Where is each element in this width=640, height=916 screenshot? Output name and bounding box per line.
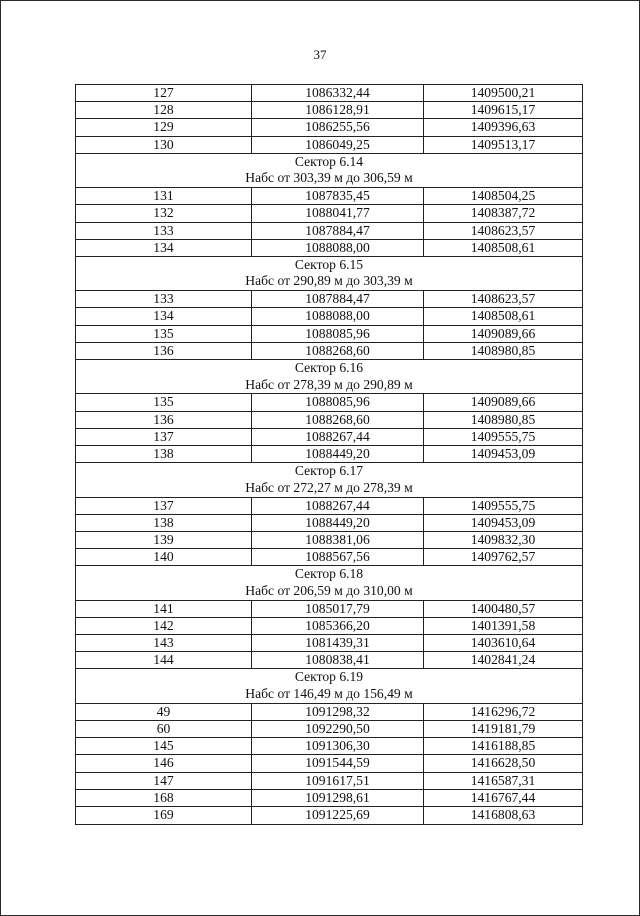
- point-number-cell: 138: [76, 446, 252, 462]
- x-coordinate-cell: 1088449,20: [252, 446, 424, 462]
- sector-header: [76, 360, 582, 394]
- x-coordinate-cell: 1085017,79: [252, 601, 424, 617]
- point-number-cell: 147: [76, 773, 252, 789]
- sector-title: Сектор 6.16: [294, 360, 364, 376]
- sector-header: [76, 463, 582, 497]
- sector-header: [76, 669, 582, 703]
- x-coordinate-cell: 1088267,44: [252, 429, 424, 445]
- point-number-cell: 132: [76, 205, 252, 221]
- sector-header: [76, 257, 582, 291]
- y-coordinate-cell: 1409555,75: [470, 497, 536, 513]
- point-number-cell: 169: [76, 807, 252, 824]
- x-coordinate-cell: 1091225,69: [252, 807, 424, 824]
- table-row: [76, 773, 582, 790]
- table-row: [76, 704, 582, 721]
- x-coordinate-cell: 1086255,56: [252, 119, 424, 135]
- table-row: [76, 205, 582, 222]
- point-number-cell: 136: [76, 412, 252, 428]
- y-coordinate-cell: 1408508,61: [470, 239, 536, 255]
- point-number-cell: 49: [76, 704, 252, 720]
- point-number-cell: 135: [76, 394, 252, 410]
- table-row: [76, 412, 582, 429]
- table-row: [76, 102, 582, 119]
- y-coordinate-cell: 1416296,72: [470, 703, 536, 719]
- sector-header: [76, 154, 582, 188]
- point-number-cell: 60: [76, 721, 252, 737]
- y-coordinate-cell: 1409453,09: [470, 445, 536, 461]
- y-coordinate-cell: 1409089,66: [470, 325, 536, 341]
- sector-elevation-range: Набс от 272,27 м до 278,39 м: [245, 479, 413, 495]
- table-row: [76, 291, 582, 308]
- y-coordinate-cell: 1416808,63: [470, 806, 536, 822]
- x-coordinate-cell: 1086049,25: [252, 137, 424, 153]
- point-number-cell: 144: [76, 652, 252, 668]
- y-coordinate-cell: 1403610,64: [470, 635, 536, 651]
- table-row: [76, 223, 582, 240]
- table-row: [76, 652, 582, 669]
- x-coordinate-cell: 1091617,51: [252, 773, 424, 789]
- table-row: [76, 446, 582, 463]
- y-coordinate-cell: 1408980,85: [470, 411, 536, 427]
- point-number-cell: 142: [76, 618, 252, 634]
- sector-elevation-range: Набс от 303,39 м до 306,59 м: [245, 170, 413, 186]
- x-coordinate-cell: 1088088,00: [252, 240, 424, 256]
- x-coordinate-cell: 1088381,06: [252, 532, 424, 548]
- table-row: [76, 721, 582, 738]
- point-number-cell: 143: [76, 635, 252, 651]
- table-row: [76, 85, 582, 102]
- sector-title: Сектор 6.15: [294, 256, 364, 272]
- sector-title: Сектор 6.18: [294, 566, 364, 582]
- x-coordinate-cell: 1088041,77: [252, 205, 424, 221]
- point-number-cell: 131: [76, 188, 252, 204]
- table-row: [76, 532, 582, 549]
- point-number-cell: 133: [76, 223, 252, 239]
- table-row: [76, 119, 582, 136]
- y-coordinate-cell: 1401391,58: [470, 617, 536, 633]
- x-coordinate-cell: 1081439,31: [252, 635, 424, 651]
- point-number-cell: 128: [76, 102, 252, 118]
- table-row: [76, 240, 582, 257]
- x-coordinate-cell: 1088449,20: [252, 515, 424, 531]
- sector-elevation-range: Набс от 278,39 м до 290,89 м: [245, 376, 413, 392]
- table-row: [76, 755, 582, 772]
- x-coordinate-cell: 1087884,47: [252, 223, 424, 239]
- table-row: [76, 790, 582, 807]
- y-coordinate-cell: 1409762,57: [470, 549, 536, 565]
- x-coordinate-cell: 1091544,59: [252, 755, 424, 771]
- table-row: [76, 515, 582, 532]
- y-coordinate-cell: 1402841,24: [470, 652, 536, 668]
- sector-header: [76, 566, 582, 600]
- y-coordinate-cell: 1409453,09: [470, 514, 536, 530]
- sector-elevation-range: Набс от 206,59 м до 310,00 м: [245, 582, 413, 598]
- x-coordinate-cell: 1091298,61: [252, 790, 424, 806]
- coordinates-table: [75, 84, 583, 825]
- point-number-cell: 136: [76, 343, 252, 359]
- point-number-cell: 127: [76, 85, 252, 101]
- point-number-cell: 134: [76, 240, 252, 256]
- table-row: [76, 326, 582, 343]
- x-coordinate-cell: 1091298,32: [252, 704, 424, 720]
- x-coordinate-cell: 1087884,47: [252, 291, 424, 307]
- point-number-cell: 145: [76, 738, 252, 754]
- point-number-cell: 137: [76, 498, 252, 514]
- y-coordinate-cell: 1409500,21: [470, 85, 536, 100]
- point-number-cell: 138: [76, 515, 252, 531]
- y-coordinate-cell: 1409832,30: [470, 531, 536, 547]
- y-coordinate-cell: 1408504,25: [470, 188, 536, 204]
- y-coordinate-cell: 1416188,85: [470, 738, 536, 754]
- page-number: 37: [313, 47, 327, 62]
- point-number-cell: 133: [76, 291, 252, 307]
- y-coordinate-cell: 1409396,63: [470, 119, 536, 135]
- x-coordinate-cell: 1086332,44: [252, 85, 424, 101]
- sector-title: Сектор 6.14: [294, 153, 364, 169]
- y-coordinate-cell: 1409089,66: [470, 394, 536, 410]
- table-row: [76, 549, 582, 566]
- y-coordinate-cell: 1408623,57: [470, 222, 536, 238]
- point-number-cell: 134: [76, 308, 252, 324]
- table-row: [76, 738, 582, 755]
- table-row: [76, 394, 582, 411]
- y-coordinate-cell: 1416767,44: [470, 789, 536, 805]
- x-coordinate-cell: 1087835,45: [252, 188, 424, 204]
- sector-title: Сектор 6.17: [294, 463, 364, 479]
- y-coordinate-cell: 1408623,57: [470, 291, 536, 307]
- point-number-cell: 141: [76, 601, 252, 617]
- x-coordinate-cell: 1092290,50: [252, 721, 424, 737]
- y-coordinate-cell: 1408508,61: [470, 308, 536, 324]
- y-coordinate-cell: 1400480,57: [470, 600, 536, 616]
- table-row: [76, 137, 582, 154]
- y-coordinate-cell: 1409555,75: [470, 428, 536, 444]
- point-number-cell: 137: [76, 429, 252, 445]
- table-row: [76, 498, 582, 515]
- y-coordinate-cell: 1416628,50: [470, 755, 536, 771]
- y-coordinate-cell: 1408387,72: [470, 205, 536, 221]
- x-coordinate-cell: 1088268,60: [252, 412, 424, 428]
- sector-elevation-range: Набс от 290,89 м до 303,39 м: [245, 273, 413, 289]
- point-number-cell: 135: [76, 326, 252, 342]
- table-row: [76, 807, 582, 824]
- table-row: [76, 618, 582, 635]
- x-coordinate-cell: 1088085,96: [252, 394, 424, 410]
- table-row: [76, 601, 582, 618]
- x-coordinate-cell: 1088567,56: [252, 549, 424, 565]
- x-coordinate-cell: 1088085,96: [252, 326, 424, 342]
- point-number-cell: 146: [76, 755, 252, 771]
- x-coordinate-cell: 1088267,44: [252, 498, 424, 514]
- y-coordinate-cell: 1408980,85: [470, 342, 536, 358]
- table-row: [76, 308, 582, 325]
- point-number-cell: 129: [76, 119, 252, 135]
- x-coordinate-cell: 1091306,30: [252, 738, 424, 754]
- x-coordinate-cell: 1086128,91: [252, 102, 424, 118]
- point-number-cell: 139: [76, 532, 252, 548]
- table-row: [76, 188, 582, 205]
- table-row: [76, 635, 582, 652]
- y-coordinate-cell: 1409615,17: [470, 102, 536, 118]
- x-coordinate-cell: 1085366,20: [252, 618, 424, 634]
- x-coordinate-cell: 1080838,41: [252, 652, 424, 668]
- x-coordinate-cell: 1088088,00: [252, 308, 424, 324]
- point-number-cell: 130: [76, 137, 252, 153]
- point-number-cell: 168: [76, 790, 252, 806]
- x-coordinate-cell: 1088268,60: [252, 343, 424, 359]
- y-coordinate-cell: 1416587,31: [470, 772, 536, 788]
- table-row: [76, 429, 582, 446]
- point-number-cell: 140: [76, 549, 252, 565]
- y-coordinate-cell: 1409513,17: [470, 136, 536, 152]
- sector-elevation-range: Набс от 146,49 м до 156,49 м: [245, 685, 413, 701]
- table-row: [76, 343, 582, 360]
- y-coordinate-cell: 1419181,79: [470, 721, 536, 737]
- sector-title: Сектор 6.19: [294, 669, 364, 685]
